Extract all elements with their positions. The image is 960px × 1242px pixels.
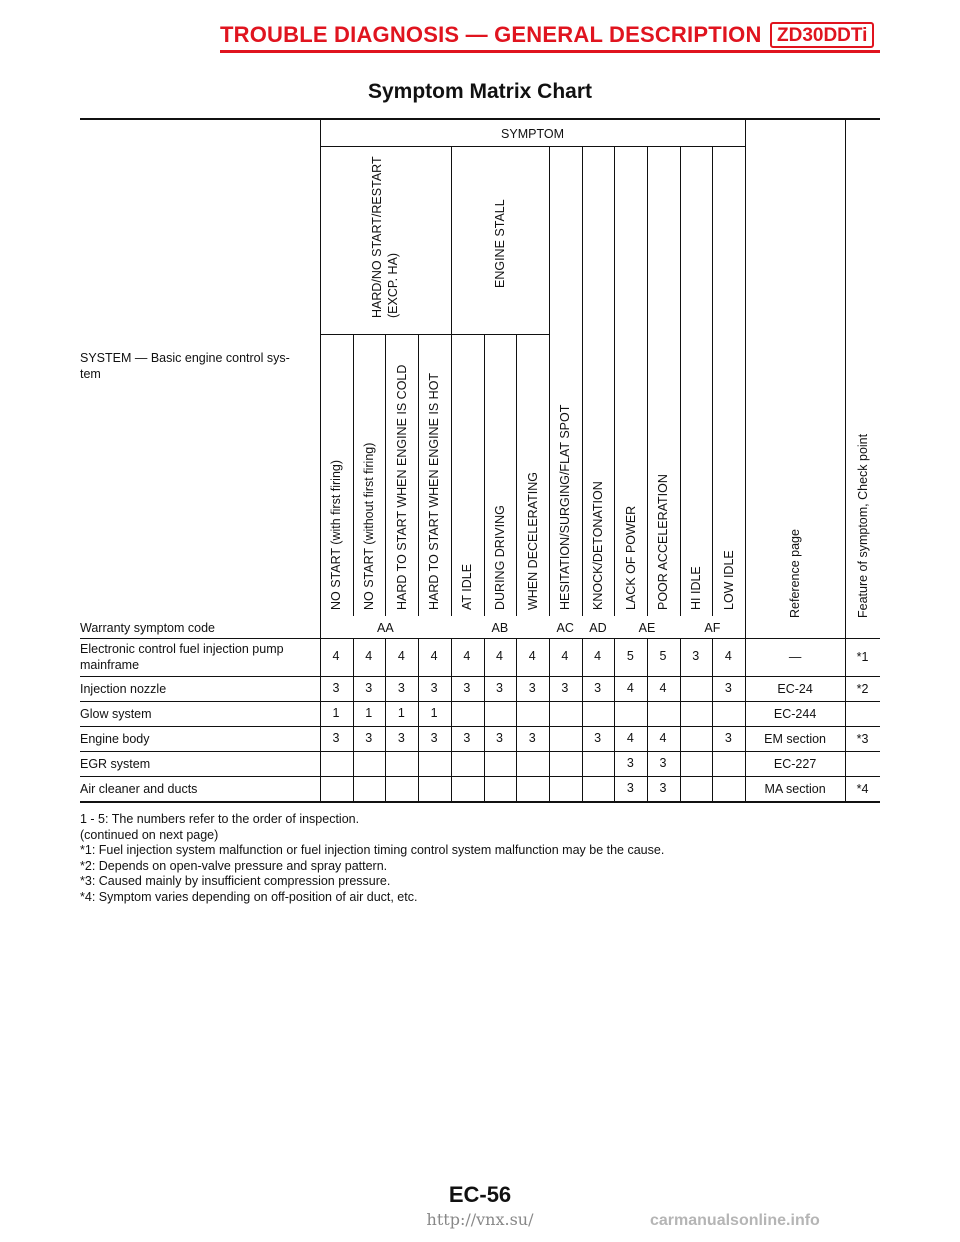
table-rule — [80, 726, 880, 727]
page-title: Symptom Matrix Chart — [367, 80, 593, 103]
table-row-name: Glow system — [80, 706, 152, 721]
warranty-code: AE — [638, 621, 656, 635]
table-cell: 4 — [397, 649, 405, 663]
table-rule — [680, 146, 681, 616]
table-cell: 3 — [332, 680, 340, 695]
table-cell: 4 — [626, 680, 634, 695]
table-cell: 4 — [365, 649, 373, 663]
table-cell: 4 — [626, 730, 634, 745]
column-header: AT IDLE — [460, 563, 475, 610]
table-row-name: Engine body — [80, 731, 150, 746]
column-header: HESITATION/SURGING/FLAT SPOT — [558, 404, 573, 610]
column-header: KNOCK/DETONATION — [590, 481, 605, 610]
table-cell: 3 — [430, 730, 438, 745]
table-cell: 1 — [397, 705, 405, 720]
table-cell: 3 — [397, 730, 405, 745]
table-cell: 4 — [332, 649, 340, 663]
table-cell: 3 — [528, 680, 536, 695]
table-cell: 3 — [365, 680, 373, 695]
table-cell: 3 — [332, 730, 340, 745]
table-cell: 4 — [496, 649, 503, 663]
table-cell: 3 — [594, 680, 602, 695]
reference-page-header: Reference page — [788, 529, 803, 618]
table-rule — [418, 334, 419, 616]
table-rule — [451, 146, 452, 616]
note-line: *1: Fuel injection system malfunction or fuel injection timing control system malfunction may be the cause. — [80, 843, 665, 857]
note-line: 1 - 5: The numbers refer to the order of inspection. — [80, 812, 360, 826]
reference-cell: EC-24 — [777, 681, 813, 696]
note-line: *3: Caused mainly by insufficient compression pressure. — [80, 874, 391, 888]
table-cell: 5 — [659, 649, 667, 663]
table-rule — [80, 676, 880, 677]
reference-cell: — — [788, 650, 802, 664]
table-cell: 3 — [463, 680, 471, 695]
table-rule — [353, 334, 354, 616]
column-header: DURING DRIVING — [492, 505, 507, 610]
table-cell: 3 — [496, 730, 503, 745]
column-header: LOW IDLE — [721, 550, 736, 610]
notes — [80, 812, 664, 905]
table-row-name: Injection nozzle — [80, 681, 167, 696]
page-header — [220, 22, 880, 52]
table-cell: 1 — [365, 705, 373, 720]
table-cell: 3 — [724, 680, 732, 695]
warranty-code: AC — [556, 621, 574, 635]
table-cell: 3 — [724, 730, 732, 745]
table-cell: 4 — [724, 649, 732, 663]
table-rule — [320, 146, 745, 147]
table-rule — [80, 701, 880, 702]
table-row-name: Electronic control fuel injection pump mainframe — [80, 642, 284, 672]
feature-cell: *2 — [856, 681, 869, 696]
table-cell: 4 — [528, 649, 536, 663]
table-cell: 4 — [659, 730, 667, 745]
table-rule — [320, 118, 321, 801]
table-rule — [80, 801, 880, 803]
reference-cell: EM section — [764, 731, 827, 746]
feature-cell: *1 — [856, 650, 869, 664]
page-number: EC-56 — [448, 1182, 512, 1207]
table-cell: 4 — [659, 680, 667, 695]
table-cell: 4 — [594, 649, 602, 663]
table-cell: 1 — [430, 705, 438, 720]
column-header: NO START (without first firing) — [362, 442, 377, 610]
table-row-name: EGR system — [80, 756, 151, 771]
table-cell: 3 — [692, 649, 700, 663]
note-line: (continued on next page) — [80, 827, 219, 842]
warranty-code: AB — [491, 621, 509, 635]
table-rule — [484, 334, 485, 616]
table-rule — [320, 334, 549, 335]
table-rule — [745, 118, 746, 801]
table-rule — [516, 334, 517, 616]
warranty-code: AD — [589, 621, 607, 635]
table-rule — [647, 146, 648, 616]
table-cell: 3 — [659, 780, 667, 795]
engine-badge: ZD30DDTi — [770, 22, 874, 48]
group-hard-start: HARD/NO START/RESTART (EXCP. HA) — [370, 156, 401, 318]
reference-cell: EC-227 — [773, 756, 817, 771]
table-cell: 3 — [626, 755, 634, 770]
table-cell: 3 — [561, 680, 569, 695]
table-rule — [549, 146, 550, 616]
note-line: *4: Symptom varies depending on off-position of air duct, etc. — [80, 889, 418, 904]
table-rule — [80, 118, 880, 120]
column-header: HARD TO START WHEN ENGINE IS COLD — [394, 364, 409, 610]
column-header: NO START (with first firing) — [329, 459, 344, 610]
table-cell: 3 — [659, 755, 667, 770]
watermark: carmanualsonline.info — [650, 1212, 820, 1229]
table-rule — [80, 776, 880, 777]
column-header: LACK OF POWER — [623, 505, 638, 610]
table-cell: 3 — [594, 730, 602, 745]
table-rule — [614, 146, 615, 616]
table-cell: 4 — [430, 649, 438, 663]
table-rule — [712, 146, 713, 616]
feature-cell: *4 — [856, 781, 869, 796]
column-header: HI IDLE — [689, 566, 704, 610]
table-rule — [582, 146, 583, 616]
reference-cell: EC-244 — [773, 706, 817, 721]
warranty-label: Warranty symptom code — [80, 621, 215, 635]
table-cell: 3 — [430, 680, 438, 695]
system-header: SYSTEM — Basic engine control sys- tem — [80, 351, 290, 381]
warranty-code: AF — [704, 621, 721, 635]
table-cell: 3 — [397, 680, 405, 695]
table-cell: 3 — [626, 780, 634, 795]
table-cell: 3 — [528, 730, 536, 745]
table-cell: 3 — [463, 730, 471, 745]
footer-url[interactable]: http://vnx.su/ — [426, 1210, 534, 1229]
warranty-code: AA — [377, 621, 394, 635]
symptom-matrix-table — [80, 118, 880, 806]
table-row-name: Air cleaner and ducts — [80, 781, 198, 796]
column-header: HARD TO START WHEN ENGINE IS HOT — [427, 372, 442, 610]
feature-cell: *3 — [856, 731, 869, 746]
table-cell: 1 — [332, 705, 340, 720]
table-cell: 3 — [496, 680, 503, 695]
header-title: TROUBLE DIAGNOSIS — GENERAL DESCRIPTION — [220, 22, 762, 47]
table-rule — [80, 638, 745, 639]
table-rule — [745, 638, 880, 639]
table-rule — [385, 334, 386, 616]
table-cell: 5 — [626, 649, 634, 663]
column-header: POOR ACCELERATION — [656, 474, 671, 610]
column-header: WHEN DECELERATING — [525, 472, 540, 610]
header-rule — [220, 50, 880, 53]
table-cell: 3 — [365, 730, 373, 745]
note-line: *2: Depends on open-valve pressure and spray pattern. — [80, 858, 388, 873]
table-cell: 4 — [561, 649, 569, 663]
group-engine-stall: ENGINE STALL — [492, 199, 507, 288]
reference-cell: MA section — [764, 781, 826, 796]
feature-header: Feature of symptom, Check point — [855, 433, 870, 618]
table-rule — [80, 751, 880, 752]
table-rule — [845, 118, 846, 801]
symptom-header: SYMPTOM — [501, 127, 565, 141]
table-cell: 4 — [463, 649, 471, 663]
